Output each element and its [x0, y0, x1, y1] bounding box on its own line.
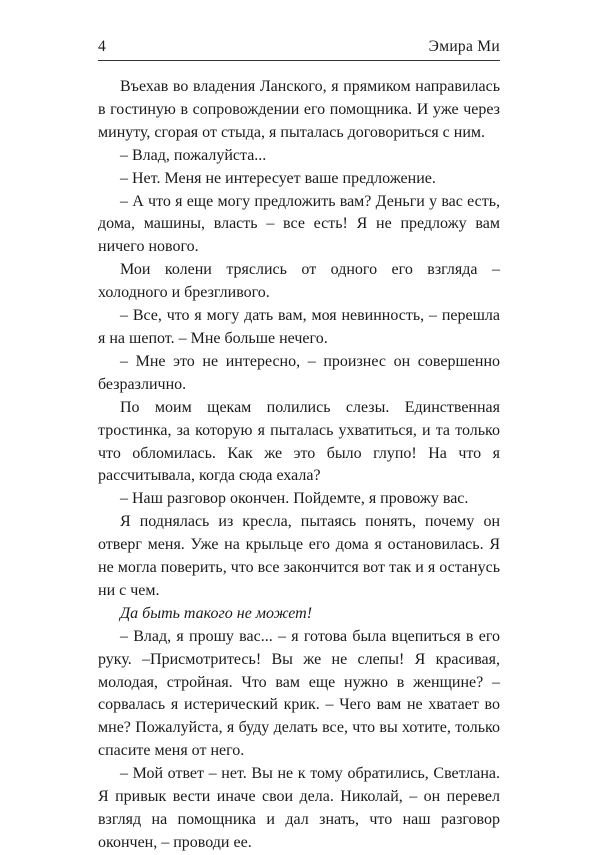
paragraph: – А что я еще могу предложить вам? Деньги у вас есть, дома, машины, власть – все есть! Я не предложу вам ничего нового.: [98, 192, 500, 256]
body-text: [98, 76, 500, 855]
paragraph-italic: Да быть такого не может!: [120, 604, 313, 622]
paragraph: Я поднялась из кресла, пытаясь понять, почему он отверг меня. Уже на крыльце его дома я остановилась. Я не могла поверить, что все закончится вот так и я останусь ни с чем.: [98, 513, 500, 599]
running-header: [98, 38, 500, 61]
paragraph: Мои колени тряслись от одного его взгляда – холодного и брезгливого.: [98, 261, 500, 302]
paragraph: Въехав во владения Ланского, я прямиком направилась в гостиную в сопровождении его помощника. И уже через минуту, сгорая от стыда, я пыталась договориться с ним.: [98, 78, 500, 141]
running-header-author: Эмира Ми: [428, 38, 500, 55]
paragraph: – Нет. Меня не интересует ваше предложение.: [120, 169, 436, 187]
paragraph: – Мне это не интересно, – произнес он совершенно безразлично.: [98, 352, 500, 393]
paragraph: – Все, что я могу дать вам, моя невинность, – перешла я на шепот. – Мне больше нечего.: [98, 307, 500, 347]
page-number: 4: [98, 38, 106, 55]
paragraph: – Влад, пожалуйста...: [120, 146, 267, 164]
paragraph: – Наш разговор окончен. Пойдемте, я провожу вас.: [120, 490, 469, 508]
paragraph: По моим щекам полились слезы. Единственная тростинка, за которую я пыталась ухватиться, и та только что обломилась. Как же это было глупо! На что я рассчитывала, когда сюда ехала?: [98, 398, 500, 485]
paragraph: – Влад, я прошу вас... – я готова была вцепиться в его руку. –Присмотритесь! Вы же не слепы! Я красивая, молодая, стройная. Что вам еще нужно в женщине? – сорвалась я истерический крик. – Чего вам не хватает во мне? Пожалуйста, я буду делать все, что вы хотите, только спасите меня от него.: [98, 627, 500, 760]
book-page: [98, 38, 500, 855]
paragraph: – Мой ответ – нет. Вы не к тому обратились, Светлана. Я привык вести иначе свои дела. Николай, – он перевел взгляд на помощника и дал знать, что наш разговор окончен, – проводи ее.: [98, 765, 500, 851]
